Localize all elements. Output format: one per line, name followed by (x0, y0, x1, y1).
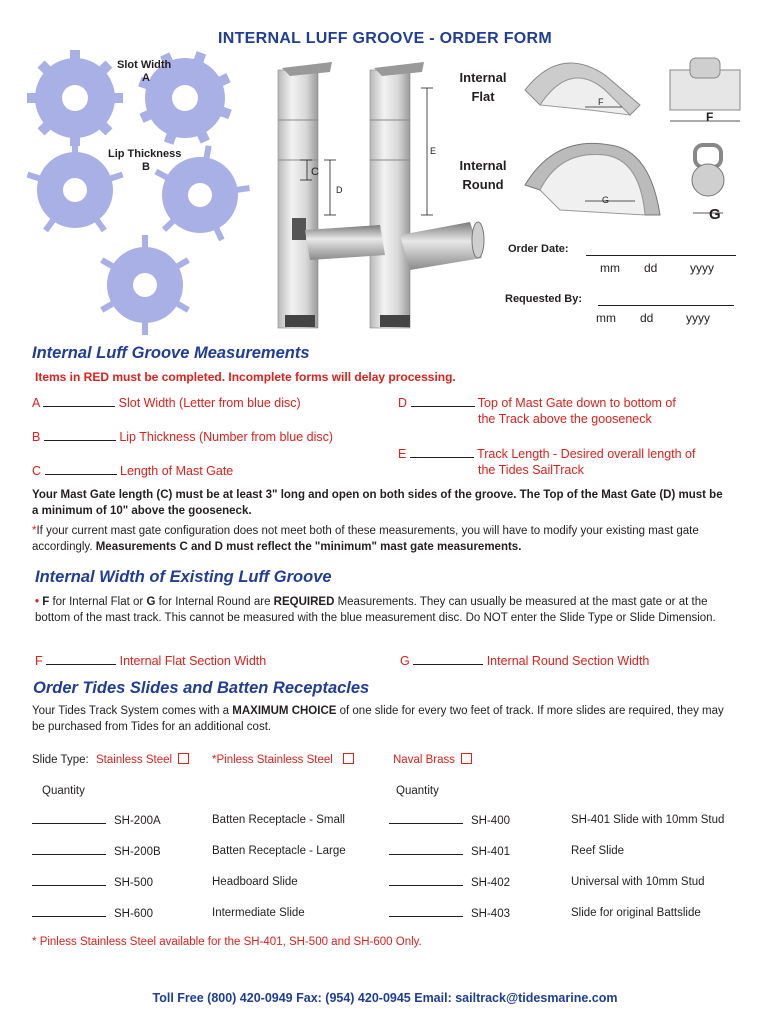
measurements-heading: Internal Luff Groove Measurements (32, 344, 310, 362)
mast-left (278, 62, 332, 328)
field-e-text-1: Track Length - Desired overall length of (477, 447, 696, 461)
slide-code: SH-403 (471, 908, 510, 920)
requested-by-yyyy: yyyy (686, 311, 710, 325)
order-date-label: Order Date: (508, 243, 569, 255)
internal-flat-label-2: Flat (471, 89, 495, 104)
slide-code: SH-600 (114, 908, 153, 920)
slides-p1: Your Tides Track System comes with a (32, 705, 230, 717)
slides-heading: Order Tides Slides and Batten Receptacles (33, 679, 370, 697)
slides-p2: of one slide for every two feet of track. If more slides are required, they may be purchased from Tides for an additional cost. (32, 705, 724, 733)
field-b-text: Lip Thickness (Number from blue disc) (119, 430, 334, 444)
note-bold-text: Measurements C and D must reflect the "minimum" mast gate measurements. (95, 541, 522, 553)
internal-round-label-1: Internal (459, 158, 507, 173)
quantity-field[interactable] (389, 874, 463, 886)
slide-code: SH-401 (471, 846, 510, 858)
field-g-letter: G (400, 654, 410, 668)
slide-desc: Reef Slide (571, 845, 625, 857)
slide-code: SH-402 (471, 877, 510, 889)
field-d-text-2: the Track above the gooseneck (478, 412, 652, 426)
footnote-asterisk: * (32, 936, 37, 948)
width-paragraph (35, 594, 735, 626)
internal-round-label-2: Round (462, 177, 504, 192)
slide-desc: Headboard Slide (212, 876, 298, 888)
internal-round-drawing (525, 143, 724, 215)
slide-type-pinless-label: Pinless Stainless Steel (216, 754, 333, 766)
order-date-dd: dd (644, 261, 658, 275)
slide-desc: Batten Receptacle - Large (212, 845, 346, 857)
slide-code: SH-200A (114, 815, 161, 827)
page-title: INTERNAL LUFF GROOVE - ORDER FORM (217, 30, 553, 47)
width-heading: Internal Width of Existing Luff Groove (35, 568, 332, 586)
pinless-footnote (32, 934, 422, 950)
boom-left (305, 225, 385, 260)
width-g-letter: G (146, 596, 156, 608)
width-p1: for Internal Flat or (52, 596, 144, 608)
slide-type-label: Slide Type: (32, 754, 89, 766)
table-row (32, 874, 153, 891)
slide-type-brass[interactable] (393, 752, 472, 768)
field-e-text-2: the Tides SailTrack (478, 463, 584, 477)
internal-flat-label-1: Internal (459, 70, 507, 85)
flat-f-small-label: F (598, 97, 604, 107)
slide-desc: Intermediate Slide (212, 907, 305, 919)
field-b-input[interactable] (44, 429, 116, 441)
slide-type-brass-label: Naval Brass (393, 754, 455, 766)
quantity-label-right: Quantity (396, 785, 439, 797)
field-a (32, 395, 301, 410)
field-c-text: Length of Mast Gate (120, 464, 234, 478)
mast-gate-note (32, 523, 732, 555)
field-a-text: Slot Width (Letter from blue disc) (118, 396, 301, 410)
blue-disc-a (27, 50, 123, 146)
width-f-letter: F (42, 596, 50, 608)
lip-thickness-letter: B (142, 161, 150, 173)
note-asterisk: * (32, 525, 37, 537)
quantity-field[interactable] (389, 812, 463, 824)
footnote-text: Pinless Stainless Steel available for the SH-401, SH-500 and SH-600 Only. (39, 936, 422, 948)
quantity-field[interactable] (32, 843, 106, 855)
field-e (398, 446, 695, 461)
field-e-letter: E (398, 447, 407, 461)
requested-by-mm: mm (596, 311, 616, 325)
slides-max-choice: MAXIMUM CHOICE (232, 705, 337, 717)
checkbox-icon[interactable] (461, 753, 472, 764)
requested-by-field[interactable] (598, 293, 734, 306)
slide-type-stainless[interactable] (96, 752, 189, 768)
quantity-field[interactable] (32, 874, 106, 886)
flat-f-large-label: F (706, 110, 714, 124)
field-a-letter: A (32, 396, 40, 410)
slide-code: SH-200B (114, 846, 161, 858)
slides-paragraph (32, 703, 732, 735)
requested-by-dd: dd (640, 311, 654, 325)
field-g (400, 653, 649, 668)
field-d-input[interactable] (411, 395, 475, 407)
round-g-small-label: G (602, 195, 610, 205)
dimension-e-label: E (430, 146, 437, 156)
slot-width-label: Slot Width (117, 59, 172, 71)
slide-code: SH-500 (114, 877, 153, 889)
field-b (32, 429, 333, 444)
field-g-input[interactable] (413, 653, 483, 665)
field-d-letter: D (398, 396, 408, 410)
slide-type-stainless-label: Stainless Steel (96, 754, 173, 766)
table-row (389, 843, 510, 860)
mast-gate-note-bold: Your Mast Gate length (C) must be at least 3" long and open on both sides of the groove. The Top of the Mast Gate (D) must be a minimum of 10" above the gooseneck. (32, 489, 723, 517)
field-b-letter: B (32, 430, 41, 444)
mast-right (370, 62, 424, 328)
field-f (35, 653, 266, 668)
lip-thickness-label: Lip Thickness (108, 148, 182, 160)
slide-desc: Batten Receptacle - Small (212, 814, 345, 826)
field-c (32, 463, 233, 478)
slide-desc: SH-401 Slide with 10mm Stud (571, 814, 725, 826)
slide-desc: Universal with 10mm Stud (571, 876, 705, 888)
field-g-text: Internal Round Section Width (486, 654, 650, 668)
quantity-field[interactable] (32, 905, 106, 917)
slide-type-pinless-asterisk: * (212, 754, 217, 766)
field-d-text-1: Top of Mast Gate down to bottom of (477, 396, 676, 410)
slide-desc: Slide for original Battslide (571, 907, 701, 919)
table-row (32, 905, 153, 922)
width-required: REQUIRED (273, 596, 335, 608)
field-e-input[interactable] (410, 446, 474, 458)
field-c-input[interactable] (45, 463, 117, 475)
quantity-field[interactable] (32, 812, 106, 824)
width-p3: Measurements. They can usually be measured at the mast gate or at the bottom of the mast track. This cannot be measured with the blue measurement disc. Do NOT enter the Slide Type or Slide Dimension. (35, 596, 716, 624)
field-f-text: Internal Flat Section Width (119, 654, 267, 668)
slide-code: SH-400 (471, 815, 510, 827)
field-a-input[interactable] (43, 395, 115, 407)
blue-disc-e (100, 235, 190, 335)
order-date-mm: mm (600, 261, 620, 275)
boom-right (400, 222, 484, 270)
round-g-large-label: G (709, 206, 721, 223)
order-date-field[interactable] (586, 243, 736, 256)
table-row (389, 874, 510, 891)
quantity-field[interactable] (389, 905, 463, 917)
table-row (32, 843, 161, 860)
checkbox-icon[interactable] (178, 753, 189, 764)
field-d (398, 395, 676, 410)
width-bullet: • (35, 596, 40, 608)
checkbox-icon[interactable] (343, 753, 354, 764)
dimension-c-label: C (311, 166, 319, 178)
field-f-input[interactable] (46, 653, 116, 665)
table-row (32, 812, 161, 829)
note-regular-text: If your current mast gate configuration does not meet both of these measurements, you will have to modify your existing mast gate accordingly. (32, 525, 699, 553)
order-date-yyyy: yyyy (690, 261, 714, 275)
field-c-letter: C (32, 464, 42, 478)
quantity-label-left: Quantity (42, 785, 85, 797)
field-f-letter: F (35, 654, 43, 668)
width-p2: for Internal Round are (158, 596, 271, 608)
quantity-field[interactable] (389, 843, 463, 855)
slide-type-pinless[interactable] (212, 752, 354, 768)
slot-width-letter: A (142, 72, 150, 84)
required-warning: Items in RED must be completed. Incomplete forms will delay processing. (35, 370, 456, 384)
table-row (389, 812, 510, 829)
dimension-d-label: D (336, 185, 343, 195)
footer-contact: Toll Free (800) 420-0949 Fax: (954) 420-0945 Email: sailtrack@tidesmarine.com (152, 991, 618, 1005)
table-row (389, 905, 510, 922)
requested-by-label: Requested By: (505, 293, 583, 305)
